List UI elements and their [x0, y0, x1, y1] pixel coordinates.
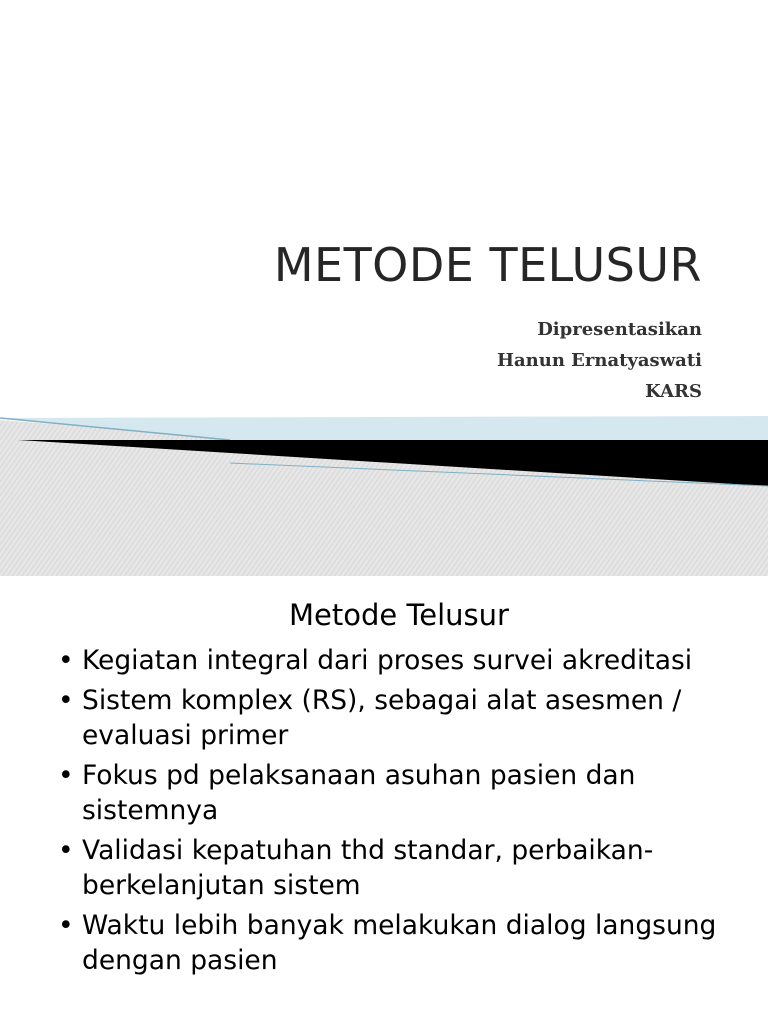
presenter-name: Hanun Ernatyaswati	[496, 350, 702, 371]
content-slide	[0, 576, 768, 1024]
organization: KARS	[645, 381, 702, 402]
bullet-item	[58, 833, 758, 903]
bullet-item	[58, 908, 758, 978]
presenter-info	[497, 314, 702, 407]
bullet-text: Sistem komplex (RS), sebagai alat asesmen / evaluasi primer	[82, 685, 682, 751]
bullet-text: Fokus pd pelaksanaan asuhan pasien dan sistemnya	[82, 760, 636, 826]
bullet-item	[58, 758, 758, 828]
slide-title: Metode Telusur	[289, 598, 509, 632]
slide-title: METODE TELUSUR	[273, 238, 702, 292]
bullet-text: Waktu lebih banyak melakukan dialog langsung dengan pasien	[82, 910, 717, 976]
bullet-item	[58, 643, 758, 678]
bullet-text: Kegiatan integral dari proses survei akreditasi	[82, 645, 693, 676]
bullet-icon: •	[58, 910, 74, 941]
bullet-icon: •	[58, 645, 74, 676]
bullet-item	[58, 683, 758, 753]
bullet-text: Validasi kepatuhan thd standar, perbaikan-berkelanjutan sistem	[82, 835, 654, 901]
bullet-list	[58, 643, 758, 983]
bullet-icon: •	[58, 685, 74, 716]
bullet-icon: •	[58, 835, 74, 866]
bullet-icon: •	[58, 760, 74, 791]
subtitle-line: Dipresentasikan	[537, 319, 702, 340]
